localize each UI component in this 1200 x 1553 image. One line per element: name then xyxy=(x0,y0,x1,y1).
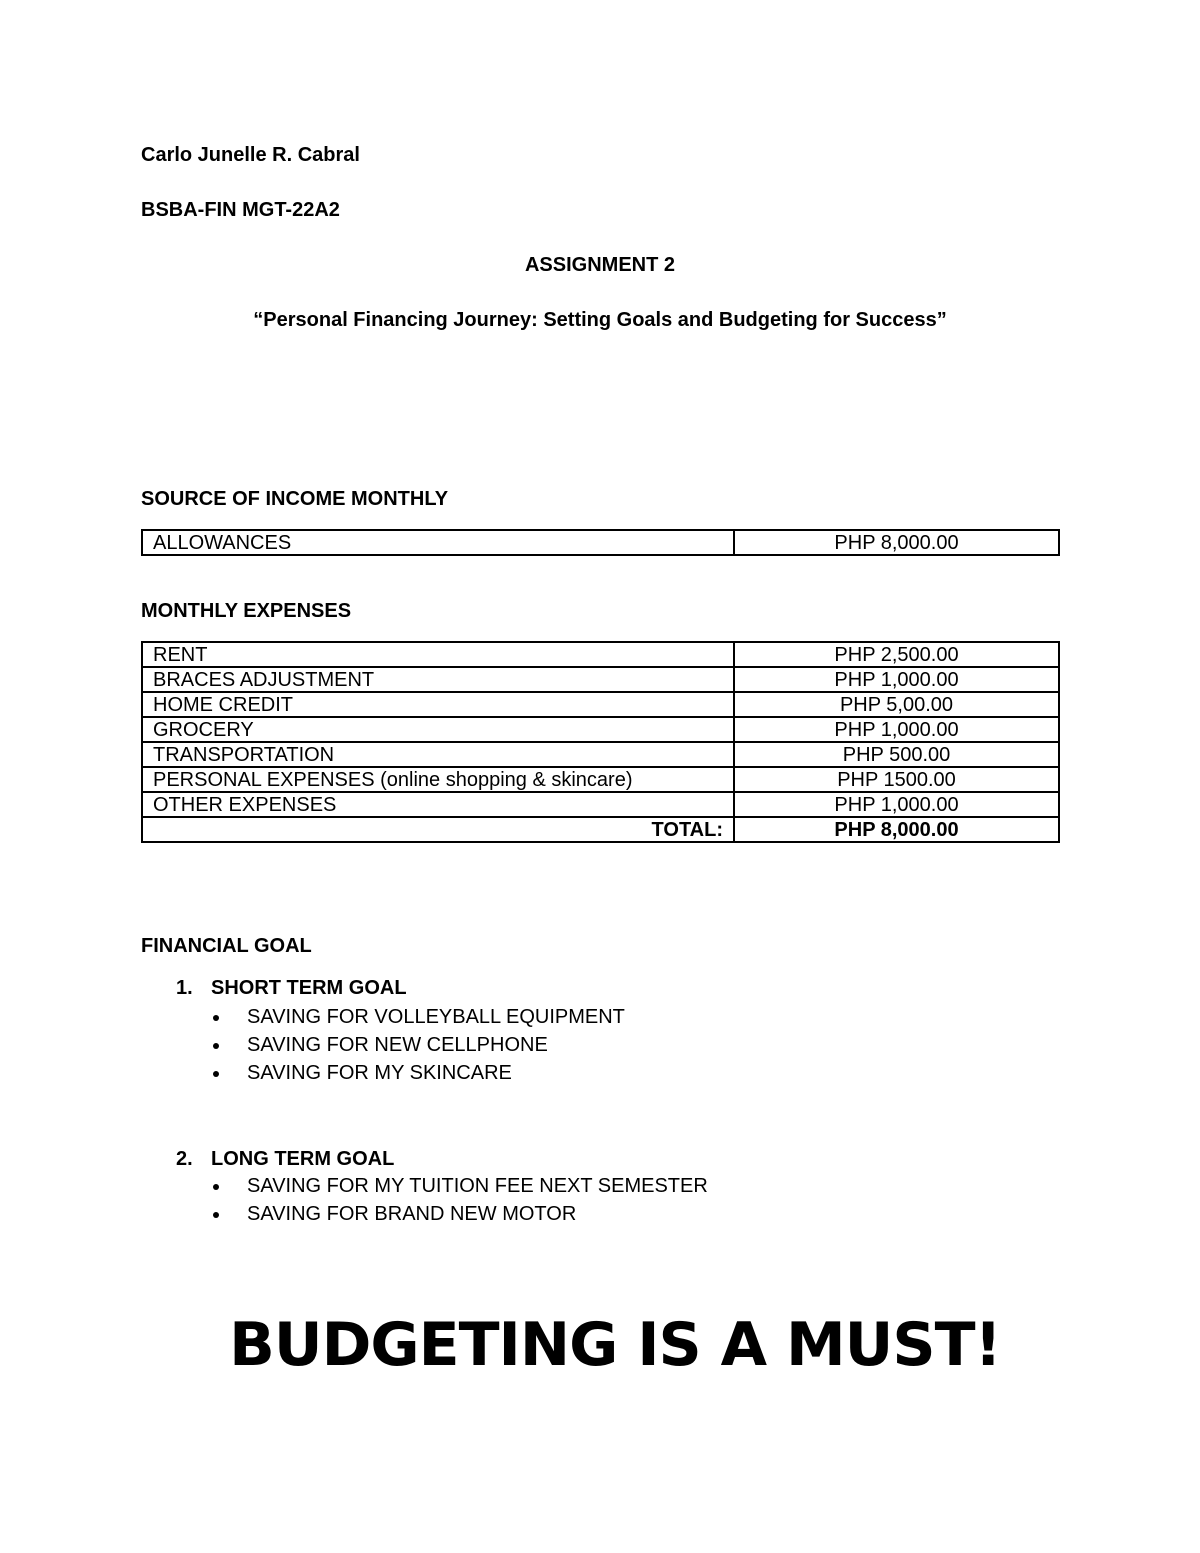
expense-label: HOME CREDIT xyxy=(142,692,734,717)
expense-value: PHP 2,500.00 xyxy=(734,642,1059,667)
short-term-goal-title xyxy=(176,976,407,1000)
goal-title-text: LONG TERM GOAL xyxy=(211,1148,395,1170)
table-row xyxy=(142,742,1059,767)
list-item-text: SAVING FOR VOLLEYBALL EQUIPMENT xyxy=(247,1006,625,1028)
table-row xyxy=(142,717,1059,742)
list-item-text: SAVING FOR NEW CELLPHONE xyxy=(247,1034,548,1056)
expense-label: OTHER EXPENSES xyxy=(142,792,734,817)
long-term-goal-title xyxy=(176,1147,394,1171)
expense-label: PERSONAL EXPENSES (online shopping & skincare) xyxy=(142,767,734,792)
table-row xyxy=(142,692,1059,717)
list-item xyxy=(212,1059,625,1087)
expense-label: GROCERY xyxy=(142,717,734,742)
list-item-text: SAVING FOR MY TUITION FEE NEXT SEMESTER xyxy=(247,1175,708,1197)
expense-value: PHP 1,000.00 xyxy=(734,667,1059,692)
list-item-text: SAVING FOR BRAND NEW MOTOR xyxy=(247,1203,577,1225)
list-item xyxy=(212,1031,625,1059)
expense-label: TRANSPORTATION xyxy=(142,742,734,767)
expense-value: PHP 1,000.00 xyxy=(734,717,1059,742)
list-item xyxy=(212,1003,625,1031)
bullet-icon xyxy=(213,1015,219,1021)
list-item-text: SAVING FOR MY SKINCARE xyxy=(247,1062,512,1084)
table-row xyxy=(142,642,1059,667)
goal-number: 1. xyxy=(176,977,193,999)
expense-value: PHP 1,000.00 xyxy=(734,792,1059,817)
list-item xyxy=(212,1172,708,1200)
list-item xyxy=(212,1200,708,1228)
total-value: PHP 8,000.00 xyxy=(734,817,1059,842)
short-term-goal-list xyxy=(212,1003,625,1087)
assignment-subtitle: “Personal Financing Journey: Setting Goals and Budgeting for Success” xyxy=(253,309,947,331)
financial-goal-heading: FINANCIAL GOAL xyxy=(141,935,312,957)
expenses-table xyxy=(141,641,1060,843)
program-section: BSBA-FIN MGT-22A2 xyxy=(141,199,340,221)
slogan-banner: BUDGETING IS A MUST! xyxy=(229,1310,1001,1380)
expenses-heading: MONTHLY EXPENSES xyxy=(141,600,352,622)
goal-title-text: SHORT TERM GOAL xyxy=(211,977,407,999)
table-row xyxy=(142,530,1059,555)
goal-number: 2. xyxy=(176,1148,193,1170)
total-label: TOTAL: xyxy=(142,817,734,842)
expense-value: PHP 5,00.00 xyxy=(734,692,1059,717)
bullet-icon xyxy=(213,1184,219,1190)
bullet-icon xyxy=(213,1043,219,1049)
income-heading: SOURCE OF INCOME MONTHLY xyxy=(141,488,449,510)
expense-label: RENT xyxy=(142,642,734,667)
income-label: ALLOWANCES xyxy=(142,530,734,555)
total-row xyxy=(142,817,1059,842)
expense-value: PHP 500.00 xyxy=(734,742,1059,767)
income-value: PHP 8,000.00 xyxy=(734,530,1059,555)
table-row xyxy=(142,667,1059,692)
bullet-icon xyxy=(213,1071,219,1077)
income-table xyxy=(141,529,1060,556)
expense-label: BRACES ADJUSTMENT xyxy=(142,667,734,692)
table-row xyxy=(142,767,1059,792)
expense-value: PHP 1500.00 xyxy=(734,767,1059,792)
assignment-title: ASSIGNMENT 2 xyxy=(524,254,676,276)
author-name: Carlo Junelle R. Cabral xyxy=(141,144,360,166)
table-row xyxy=(142,792,1059,817)
long-term-goal-list xyxy=(212,1172,708,1228)
bullet-icon xyxy=(213,1212,219,1218)
